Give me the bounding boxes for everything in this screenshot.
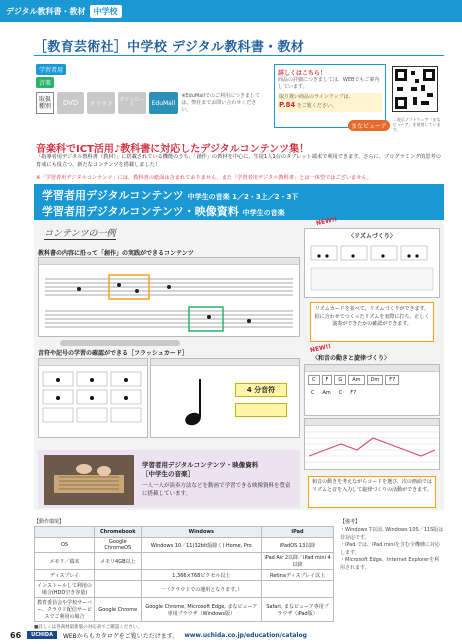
table-row: インストールして利用の場合(HDD空き容量) 一（クラウドでの運用となります。）	[35, 581, 334, 598]
chord-title: 〈和音の動きと旋律づくり〉	[312, 355, 391, 362]
footer	[0, 626, 462, 644]
spec-col-ipad: iPad	[262, 527, 334, 538]
detail-line2: 取り扱い商品のラインアップは、	[279, 94, 354, 100]
chord-seq-1: C	[311, 390, 315, 396]
flash-answer-blank	[235, 403, 287, 417]
chord-f7[interactable]: F7	[385, 375, 399, 385]
page-title: ［教育芸術社］中学校 デジタル教科書・教材	[34, 40, 305, 55]
remark-item: ・iPad では、iPad miniを含む全機種に対応します。	[340, 542, 440, 556]
remarks-title: 【備考】	[340, 519, 361, 525]
chord-c[interactable]: C	[308, 375, 320, 385]
description: 「指導者用デジタル教科書（教材）」に搭載されている機能のうち、「創作」の教材を中心に、生徒1人1台のタブレット端末で利用できます。さらに、プログラミング的思考の育成にも役立つ、新たなコンテンツを搭載しました！	[36, 154, 441, 168]
remarks-section	[340, 518, 444, 572]
notice: ※「学習者用デジタルコンテンツ」には、教科書の紙面は含まれておりません。また「学習者用デジタル教科書」とは一体型ではございません。	[36, 175, 373, 181]
edumall-badge: EduMall	[149, 92, 179, 114]
chord-desc: 和音の動きを考えながらコードを選び、次の画面ではリズムと音を入力して旋律づくりの活動ができます。	[308, 476, 436, 508]
creation-score	[39, 265, 299, 335]
manabi-note: …表示ソフトウェア「まなビューア」を使用しています。	[392, 117, 441, 132]
uchida-logo: UCHIDA	[27, 631, 57, 639]
video-title2: ［中学生の音楽］	[142, 470, 194, 478]
manabi-viewer-logo: まなビューア …表示ソフトウェア「まなビューア」を使用しています。	[348, 118, 444, 132]
chord-seq-2: Am	[322, 390, 331, 396]
scroll-bar[interactable]	[60, 340, 180, 346]
spec-footnote: ■詳しくは各商材最新版の対応表でご確認ください。	[34, 625, 142, 630]
music-chip: 音楽	[36, 77, 54, 88]
rhythm-title: 〈リズムづくり〉	[348, 233, 396, 240]
remark-item: ・Microsoft Edge、Internet Explorerを利用されます。	[340, 557, 440, 571]
page-suffix: をご覧ください。	[296, 103, 337, 109]
spec-table	[34, 526, 334, 622]
title-rule	[34, 55, 444, 56]
video-thumbnail[interactable]	[44, 455, 134, 505]
video-title1: 学習者用デジタルコンテンツ・映像資料	[142, 461, 259, 469]
grade-badge: 中学校	[90, 5, 122, 18]
category-header	[0, 0, 462, 22]
table-row: OS Google ChromeOS Windows 10／11(32bit版除く) Home, Pro iPadOS 13以降	[35, 538, 334, 553]
content-caption: 教科書の内容に沿って「創作」の実践ができるコンテンツ	[38, 250, 194, 257]
handling-label: 取扱 種別	[36, 92, 54, 114]
table-row: 教育委員会や学校サーバー、クラウド配信サービスでご利用の場合 Google Chrome Google Chrome, Microsoft Edge, まなビューア専用ブラウザ（Windows版） Safari, まなビューア専用ブラウザ（iPad版）	[35, 598, 334, 622]
section-headline: 音楽科でICT活用♪教科書に対応したデジタルコンテンツ集！	[36, 144, 310, 155]
rhythm-new-badge: NEW!!	[315, 215, 338, 228]
video-desc: 一人一人が演奏方法などを動画で学習できる映像資料を豊富に搭載しています。	[142, 483, 291, 498]
learner-chip: 学習者用	[36, 64, 66, 75]
chord-seq-3: C	[338, 390, 343, 396]
band-line1: 学習者用デジタルコンテンツ	[42, 189, 184, 202]
chord-dm[interactable]: Dm	[367, 375, 384, 385]
dvd-badge: DVD	[57, 92, 85, 114]
catalog-url-link[interactable]: www.uchida.co.jp/education/catalog	[184, 631, 307, 639]
table-row: ディスプレイ 1,366×768ピクセル以上 Retinaディスプレイ以上	[35, 570, 334, 581]
rhythm-screen	[304, 228, 440, 298]
download-badge: ダウンロード	[118, 92, 146, 114]
flash-caption: 音符や記号の学習の確認ができる［フラッシュカード］	[38, 350, 188, 357]
cloud-badge: クラウド	[87, 92, 115, 114]
spec-col-windows: Windows	[141, 527, 262, 538]
flash-card-screen	[150, 358, 300, 438]
examples-label: コンテンツの一例	[44, 226, 116, 240]
chord-select-screen	[304, 364, 440, 416]
edumall-note: ※EduMallでのご利用につきましては、弊社までお問い合わせください。	[181, 92, 260, 113]
page-number: 66	[10, 630, 22, 640]
flash-answer: 4 分音符	[235, 383, 287, 397]
melody-grid-screen	[304, 418, 440, 470]
product-band	[34, 184, 444, 220]
detail-title: 詳しくはこちら！	[278, 70, 327, 77]
flash-list-screen	[38, 358, 148, 438]
spec-col-0	[35, 527, 95, 538]
creation-screen	[38, 257, 300, 337]
remark-item: ・Windows 7以前, Windows 10S／11S版は非対応です。	[340, 527, 444, 541]
chord-am[interactable]: Am	[348, 375, 364, 385]
page-ref-link[interactable]: P.84	[279, 101, 296, 109]
qr-code-icon[interactable]	[392, 66, 438, 112]
band-line2: 学習者用デジタルコンテンツ・映像資料	[42, 205, 239, 218]
video-box	[38, 450, 300, 508]
chord-g[interactable]: G	[334, 375, 346, 385]
chord-seq-4: F7	[350, 390, 357, 396]
chord-f[interactable]: F	[322, 375, 333, 385]
quarter-note-icon	[171, 373, 231, 433]
spec-title: 【動作環境】	[34, 519, 65, 525]
category-label: デジタル教科書・教材	[6, 6, 86, 16]
chord-new-badge: NEW!!	[309, 342, 332, 355]
footer-text: WEBからもカタログをご覧いただけます。	[62, 632, 179, 640]
band-line1-small: 中学生の音楽 1／2・3上／2・3下	[187, 193, 299, 201]
detail-body: 商品の詳細につきましては、WEBでもご案内しています。	[278, 77, 380, 90]
table-row: メモリ／端末 メモリ4GB以上 iPad Air 2以降／iPad mini 4以降	[35, 553, 334, 570]
product-box	[36, 64, 266, 128]
band-line2-small: 中学生の音楽	[242, 209, 285, 217]
rhythm-desc: リズムカードを並べて、リズムづくりができます。拍に合わせてつくったリズムを実際に打ち、正しく演奏ができたかの確認ができます。	[310, 302, 434, 342]
spec-col-chromebook: Chromebook	[95, 527, 142, 538]
spec-section	[34, 518, 334, 630]
